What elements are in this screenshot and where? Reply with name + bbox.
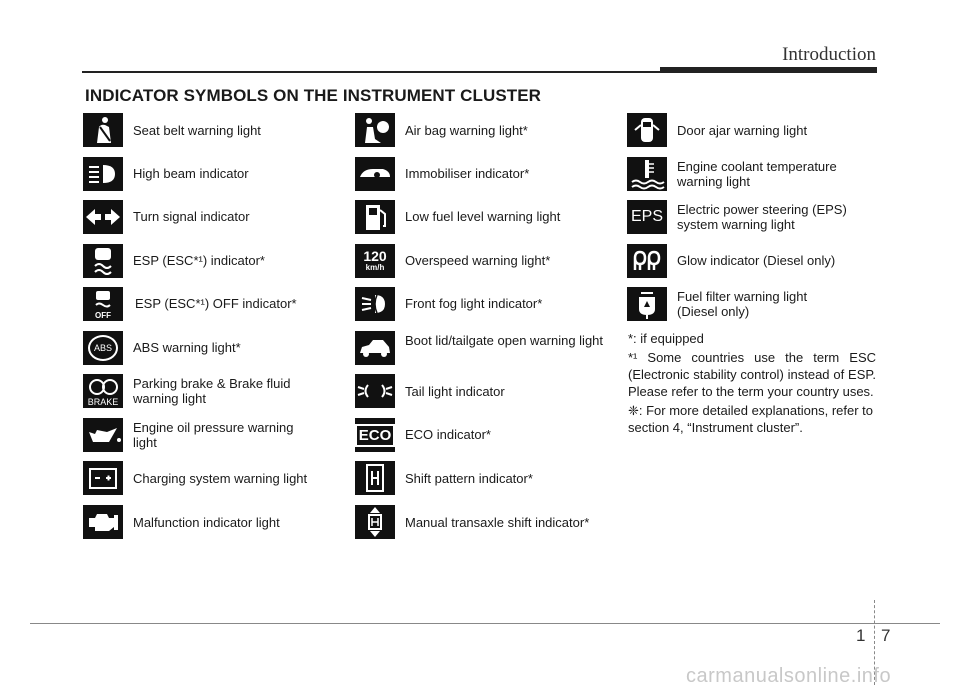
abs-icon	[83, 331, 123, 365]
footer-rule	[30, 623, 940, 624]
esp-off-label: ESP (ESC*¹) OFF indicator*	[135, 296, 297, 311]
oil-pressure-label: Engine oil pressure warning light	[133, 420, 294, 450]
front-fog-icon	[355, 287, 395, 321]
manual-shift-icon	[355, 505, 395, 539]
eps-icon-text: EPS	[630, 208, 663, 225]
front-fog-label: Front fog light indicator*	[405, 296, 543, 311]
watermark: carmanualsonline.info	[686, 665, 892, 687]
fuel-pump-label: Low fuel level warning light	[405, 209, 561, 224]
esp-off-icon-text: OFF	[95, 311, 111, 320]
high-beam-label: High beam indicator	[133, 166, 249, 181]
overspeed-icon-text: 120	[363, 248, 387, 264]
section-title: Introduction	[782, 44, 876, 65]
door-ajar-icon	[627, 113, 667, 147]
fuel-filter-icon	[627, 287, 667, 321]
eps-label: Electric power steering (EPS) system warning light	[677, 202, 847, 232]
turn-signal-icon	[83, 200, 123, 234]
coolant-temp-label: Engine coolant temperature warning light	[677, 159, 837, 189]
page-title: INDICATOR SYMBOLS ON THE INSTRUMENT CLUSTER	[85, 86, 542, 105]
turn-signal-label: Turn signal indicator	[133, 209, 250, 224]
eco-label: ECO indicator*	[405, 427, 491, 442]
overspeed-icon	[355, 244, 395, 278]
engine-check-label: Malfunction indicator light	[133, 515, 280, 530]
fuel-filter-label: Fuel filter warning light (Diesel only)	[677, 289, 808, 319]
high-beam-icon	[83, 157, 123, 191]
overspeed-icon-unit: km/h	[365, 263, 385, 272]
note-if-equipped: *: if equipped	[628, 331, 704, 346]
airbag-label: Air bag warning light*	[405, 123, 528, 138]
abs-label: ABS warning light*	[133, 340, 241, 355]
overspeed-label: Overspeed warning light*	[405, 253, 551, 268]
esp-icon	[83, 244, 123, 278]
immobiliser-icon	[355, 157, 395, 191]
battery-icon	[83, 461, 123, 495]
header-rule-bar	[660, 67, 877, 73]
note-esc-term: *¹ Some countries use the term ESC (Electronic stability control) instead of ESP. Please refer to the term your country uses.	[628, 350, 876, 399]
page-number: 7	[881, 626, 891, 645]
note-reference: ❈: For more detailed explanations, refer to section 4, “Instrument cluster”.	[628, 403, 874, 435]
brake-icon-text: BRAKE	[87, 396, 119, 407]
seat-belt-icon	[83, 113, 123, 147]
brake-label: Parking brake & Brake fluid warning light	[133, 376, 291, 406]
fuel-pump-icon	[355, 200, 395, 234]
esp-off-icon	[83, 287, 123, 321]
chapter-number: 1	[856, 626, 866, 645]
boot-lid-label: Boot lid/tailgate open warning light	[405, 333, 604, 348]
battery-label: Charging system warning light	[133, 471, 308, 486]
shift-pattern-icon	[355, 461, 395, 495]
abs-icon-text: ABS	[88, 335, 118, 361]
immobiliser-label: Immobiliser indicator*	[405, 166, 530, 181]
header-rule	[82, 71, 662, 73]
shift-pattern-label: Shift pattern indicator*	[405, 471, 533, 486]
airbag-icon	[355, 113, 395, 147]
esp-label: ESP (ESC*¹) indicator*	[133, 253, 265, 268]
seat-belt-label: Seat belt warning light	[133, 123, 261, 138]
eco-icon	[355, 418, 395, 452]
engine-check-icon	[83, 505, 123, 539]
coolant-temp-icon	[627, 157, 667, 191]
brake-icon	[83, 374, 123, 408]
notes-block	[628, 330, 876, 436]
eps-icon	[627, 200, 667, 234]
oil-pressure-icon	[83, 418, 123, 452]
door-ajar-label: Door ajar warning light	[677, 123, 808, 138]
glow-plug-label: Glow indicator (Diesel only)	[677, 253, 836, 268]
tail-light-icon	[355, 374, 395, 408]
tail-light-label: Tail light indicator	[405, 384, 505, 399]
eco-icon-text: ECO	[355, 424, 395, 447]
manual-shift-label: Manual transaxle shift indicator*	[405, 515, 590, 530]
boot-lid-icon	[355, 331, 395, 365]
glow-plug-icon	[627, 244, 667, 278]
